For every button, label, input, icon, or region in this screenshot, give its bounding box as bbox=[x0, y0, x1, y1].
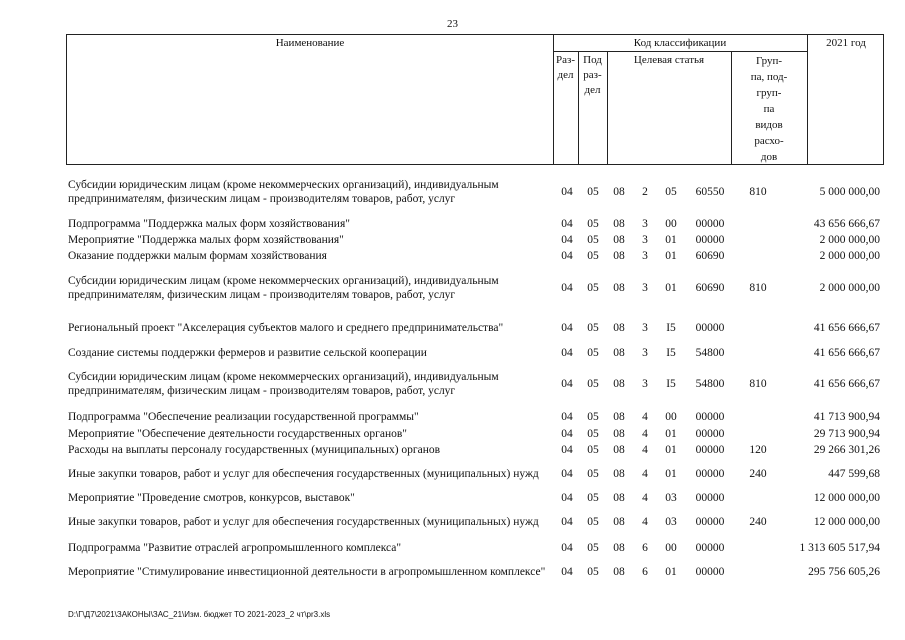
row-program: 08 bbox=[613, 233, 625, 246]
row-subprogram: 2 bbox=[642, 186, 648, 198]
row-podrazdel: 05 bbox=[587, 516, 599, 528]
row-amount: 447 599,68 bbox=[828, 468, 880, 480]
row-amount: 12 000 000,00 bbox=[813, 491, 880, 504]
row-subprogram: 4 bbox=[642, 516, 648, 528]
row-event: 00 bbox=[665, 410, 677, 423]
header-name: Наименование bbox=[275, 37, 345, 49]
row-direction: 54800 bbox=[695, 346, 725, 359]
row-name: Субсидии юридическим лицам (кроме некоммерческих организаций), индивидуальным предпринимателям, физическим лицам - производителям товаров, работ, услуг bbox=[68, 179, 499, 205]
table-row bbox=[0, 507, 905, 537]
row-amount: 5 000 000,00 bbox=[819, 186, 880, 198]
row-name: Подпрограмма "Обеспечение реализации государственной программы" bbox=[68, 410, 419, 423]
row-direction: 00000 bbox=[695, 410, 725, 423]
row-amount: 2 000 000,00 bbox=[819, 249, 880, 262]
table-row bbox=[0, 557, 905, 587]
row-podrazdel: 05 bbox=[587, 346, 599, 359]
row-direction: 00000 bbox=[695, 516, 725, 528]
header-target-article: Целевая статья bbox=[633, 54, 705, 66]
table-row bbox=[0, 232, 905, 247]
table-row bbox=[0, 426, 905, 441]
row-amount: 2 000 000,00 bbox=[819, 233, 880, 246]
row-name: Мероприятие "Стимулирование инвестиционной деятельности в агропромышленном комплексе" bbox=[68, 566, 546, 578]
row-subprogram: 4 bbox=[642, 443, 648, 456]
row-name: Расходы на выплаты персоналу государственных (муниципальных) органов bbox=[68, 443, 441, 456]
header-expense-group: Груп- па, под- груп- па видов расхо- дов bbox=[750, 55, 788, 163]
header-podrazdel: Под раз- дел bbox=[583, 54, 602, 96]
row-subprogram: 4 bbox=[642, 410, 648, 423]
row-subprogram: 3 bbox=[642, 346, 648, 359]
row-event: 03 bbox=[665, 491, 677, 504]
row-expense-group: 240 bbox=[749, 516, 767, 528]
row-program: 08 bbox=[613, 249, 625, 262]
row-program: 08 bbox=[613, 217, 625, 230]
row-podrazdel: 05 bbox=[587, 491, 599, 504]
table-row bbox=[0, 459, 905, 489]
row-event: 01 bbox=[665, 249, 677, 262]
row-event: 01 bbox=[665, 427, 677, 440]
table-row bbox=[0, 409, 905, 424]
row-amount: 295 756 605,26 bbox=[808, 566, 880, 578]
row-podrazdel: 05 bbox=[587, 566, 599, 578]
row-podrazdel: 05 bbox=[587, 282, 599, 294]
row-program: 08 bbox=[613, 468, 625, 480]
row-amount: 41 656 666,67 bbox=[813, 346, 880, 359]
row-subprogram: 3 bbox=[642, 233, 648, 246]
row-program: 08 bbox=[613, 186, 625, 198]
row-program: 08 bbox=[613, 491, 625, 504]
row-subprogram: 6 bbox=[642, 541, 648, 554]
row-expense-group: 810 bbox=[749, 186, 767, 198]
row-razdel: 04 bbox=[561, 322, 573, 334]
row-subprogram: 3 bbox=[642, 282, 648, 294]
row-razdel: 04 bbox=[561, 566, 573, 578]
row-amount: 29 713 900,94 bbox=[813, 427, 880, 440]
row-direction: 60550 bbox=[695, 186, 725, 198]
row-name: Субсидии юридическим лицам (кроме некоммерческих организаций), индивидуальным предпринимателям, физическим лицам - производителям товаров, работ, услуг bbox=[68, 275, 499, 301]
row-event: 01 bbox=[665, 443, 677, 456]
row-podrazdel: 05 bbox=[587, 378, 599, 390]
row-amount: 41 656 666,67 bbox=[813, 322, 880, 334]
row-name: Подпрограмма "Развитие отраслей агропромышленного комплекса" bbox=[68, 541, 402, 554]
row-direction: 60690 bbox=[695, 249, 725, 262]
row-amount: 43 656 666,67 bbox=[813, 217, 880, 230]
table-row bbox=[0, 248, 905, 263]
row-name: Иные закупки товаров, работ и услуг для обеспечения государственных (муниципальных) нужд bbox=[68, 516, 539, 528]
row-razdel: 04 bbox=[561, 378, 573, 390]
row-podrazdel: 05 bbox=[587, 468, 599, 480]
row-amount: 41 656 666,67 bbox=[813, 378, 880, 390]
row-direction: 00000 bbox=[695, 233, 725, 246]
row-expense-group: 810 bbox=[749, 378, 767, 390]
row-subprogram: 4 bbox=[642, 427, 648, 440]
row-amount: 12 000 000,00 bbox=[813, 516, 880, 528]
row-event: 05 bbox=[665, 186, 677, 198]
row-razdel: 04 bbox=[561, 491, 573, 504]
row-name: Мероприятие "Проведение смотров, конкурсов, выставок" bbox=[68, 491, 355, 504]
row-subprogram: 4 bbox=[642, 468, 648, 480]
row-subprogram: 3 bbox=[642, 249, 648, 262]
page-number: 23 bbox=[447, 18, 458, 30]
row-event: 01 bbox=[665, 233, 677, 246]
table-row bbox=[0, 176, 905, 208]
row-expense-group: 120 bbox=[749, 443, 767, 456]
row-direction: 60690 bbox=[695, 282, 725, 294]
row-direction: 00000 bbox=[695, 217, 725, 230]
header-year: 2021 год bbox=[826, 37, 866, 49]
row-program: 08 bbox=[613, 346, 625, 359]
row-program: 08 bbox=[613, 410, 625, 423]
row-program: 08 bbox=[613, 322, 625, 334]
row-program: 08 bbox=[613, 443, 625, 456]
row-name: Подпрограмма "Поддержка малых форм хозяйствования" bbox=[68, 217, 350, 230]
row-razdel: 04 bbox=[561, 282, 573, 294]
row-podrazdel: 05 bbox=[587, 410, 599, 423]
row-program: 08 bbox=[613, 566, 625, 578]
row-podrazdel: 05 bbox=[587, 322, 599, 334]
row-direction: 54800 bbox=[695, 378, 725, 390]
row-podrazdel: 05 bbox=[587, 233, 599, 246]
row-program: 08 bbox=[613, 427, 625, 440]
row-razdel: 04 bbox=[561, 516, 573, 528]
row-direction: 00000 bbox=[695, 322, 725, 334]
table-row bbox=[0, 216, 905, 231]
row-name: Субсидии юридическим лицам (кроме некоммерческих организаций), индивидуальным предпринимателям, физическим лицам - производителям товаров, работ, услуг bbox=[68, 371, 499, 397]
row-podrazdel: 05 bbox=[587, 541, 599, 554]
row-subprogram: 3 bbox=[642, 378, 648, 390]
row-event: 00 bbox=[665, 541, 677, 554]
row-razdel: 04 bbox=[561, 468, 573, 480]
row-razdel: 04 bbox=[561, 443, 573, 456]
row-event: I5 bbox=[666, 322, 676, 334]
row-razdel: 04 bbox=[561, 217, 573, 230]
row-razdel: 04 bbox=[561, 541, 573, 554]
header-classification: Код классификации bbox=[633, 37, 727, 49]
table-row bbox=[0, 442, 905, 457]
row-subprogram: 3 bbox=[642, 322, 648, 334]
row-name: Иные закупки товаров, работ и услуг для обеспечения государственных (муниципальных) нужд bbox=[68, 468, 539, 480]
row-podrazdel: 05 bbox=[587, 186, 599, 198]
table-row bbox=[0, 272, 905, 304]
row-program: 08 bbox=[613, 282, 625, 294]
row-direction: 00000 bbox=[695, 541, 725, 554]
row-podrazdel: 05 bbox=[587, 249, 599, 262]
row-event: I5 bbox=[666, 346, 676, 359]
row-direction: 00000 bbox=[695, 443, 725, 456]
row-event: 00 bbox=[665, 217, 677, 230]
header-razdel: Раз- дел bbox=[555, 54, 575, 81]
row-name: Мероприятие "Поддержка малых форм хозяйствования" bbox=[68, 233, 344, 246]
row-direction: 00000 bbox=[695, 491, 725, 504]
row-amount: 1 313 605 517,94 bbox=[799, 541, 880, 554]
row-subprogram: 4 bbox=[642, 491, 648, 504]
row-event: 01 bbox=[665, 282, 677, 294]
row-event: I5 bbox=[666, 378, 676, 390]
row-amount: 29 266 301,26 bbox=[813, 443, 880, 456]
row-podrazdel: 05 bbox=[587, 427, 599, 440]
table-row bbox=[0, 368, 905, 400]
row-name: Создание системы поддержки фермеров и развитие сельской кооперации bbox=[68, 346, 427, 359]
row-direction: 00000 bbox=[695, 566, 725, 578]
row-event: 03 bbox=[665, 516, 677, 528]
row-expense-group: 240 bbox=[749, 468, 767, 480]
row-name: Региональный проект "Акселерация субъектов малого и среднего предпринимательства" bbox=[68, 322, 504, 334]
row-razdel: 04 bbox=[561, 427, 573, 440]
table-row bbox=[0, 345, 905, 360]
row-program: 08 bbox=[613, 516, 625, 528]
row-razdel: 04 bbox=[561, 186, 573, 198]
row-direction: 00000 bbox=[695, 468, 725, 480]
table-row bbox=[0, 490, 905, 505]
row-amount: 41 713 900,94 bbox=[813, 410, 880, 423]
row-program: 08 bbox=[613, 541, 625, 554]
row-amount: 2 000 000,00 bbox=[819, 282, 880, 294]
row-name: Оказание поддержки малым формам хозяйствования bbox=[68, 249, 327, 262]
row-event: 01 bbox=[665, 566, 677, 578]
row-podrazdel: 05 bbox=[587, 443, 599, 456]
file-path-footer: D:\Г\Д7\2021\ЗАКОНЫ\ЗАС_21\Изм. бюджет ТО 2021-2023_2 чт\pr3.xls bbox=[68, 610, 331, 619]
table-row bbox=[0, 312, 905, 344]
row-program: 08 bbox=[613, 378, 625, 390]
row-razdel: 04 bbox=[561, 249, 573, 262]
row-razdel: 04 bbox=[561, 346, 573, 359]
row-subprogram: 3 bbox=[642, 217, 648, 230]
row-razdel: 04 bbox=[561, 410, 573, 423]
row-podrazdel: 05 bbox=[587, 217, 599, 230]
row-direction: 00000 bbox=[695, 427, 725, 440]
row-name: Мероприятие "Обеспечение деятельности государственных органов" bbox=[68, 427, 407, 440]
row-event: 01 bbox=[665, 468, 677, 480]
row-expense-group: 810 bbox=[749, 282, 767, 294]
row-razdel: 04 bbox=[561, 233, 573, 246]
table-row bbox=[0, 540, 905, 555]
row-subprogram: 6 bbox=[642, 566, 648, 578]
